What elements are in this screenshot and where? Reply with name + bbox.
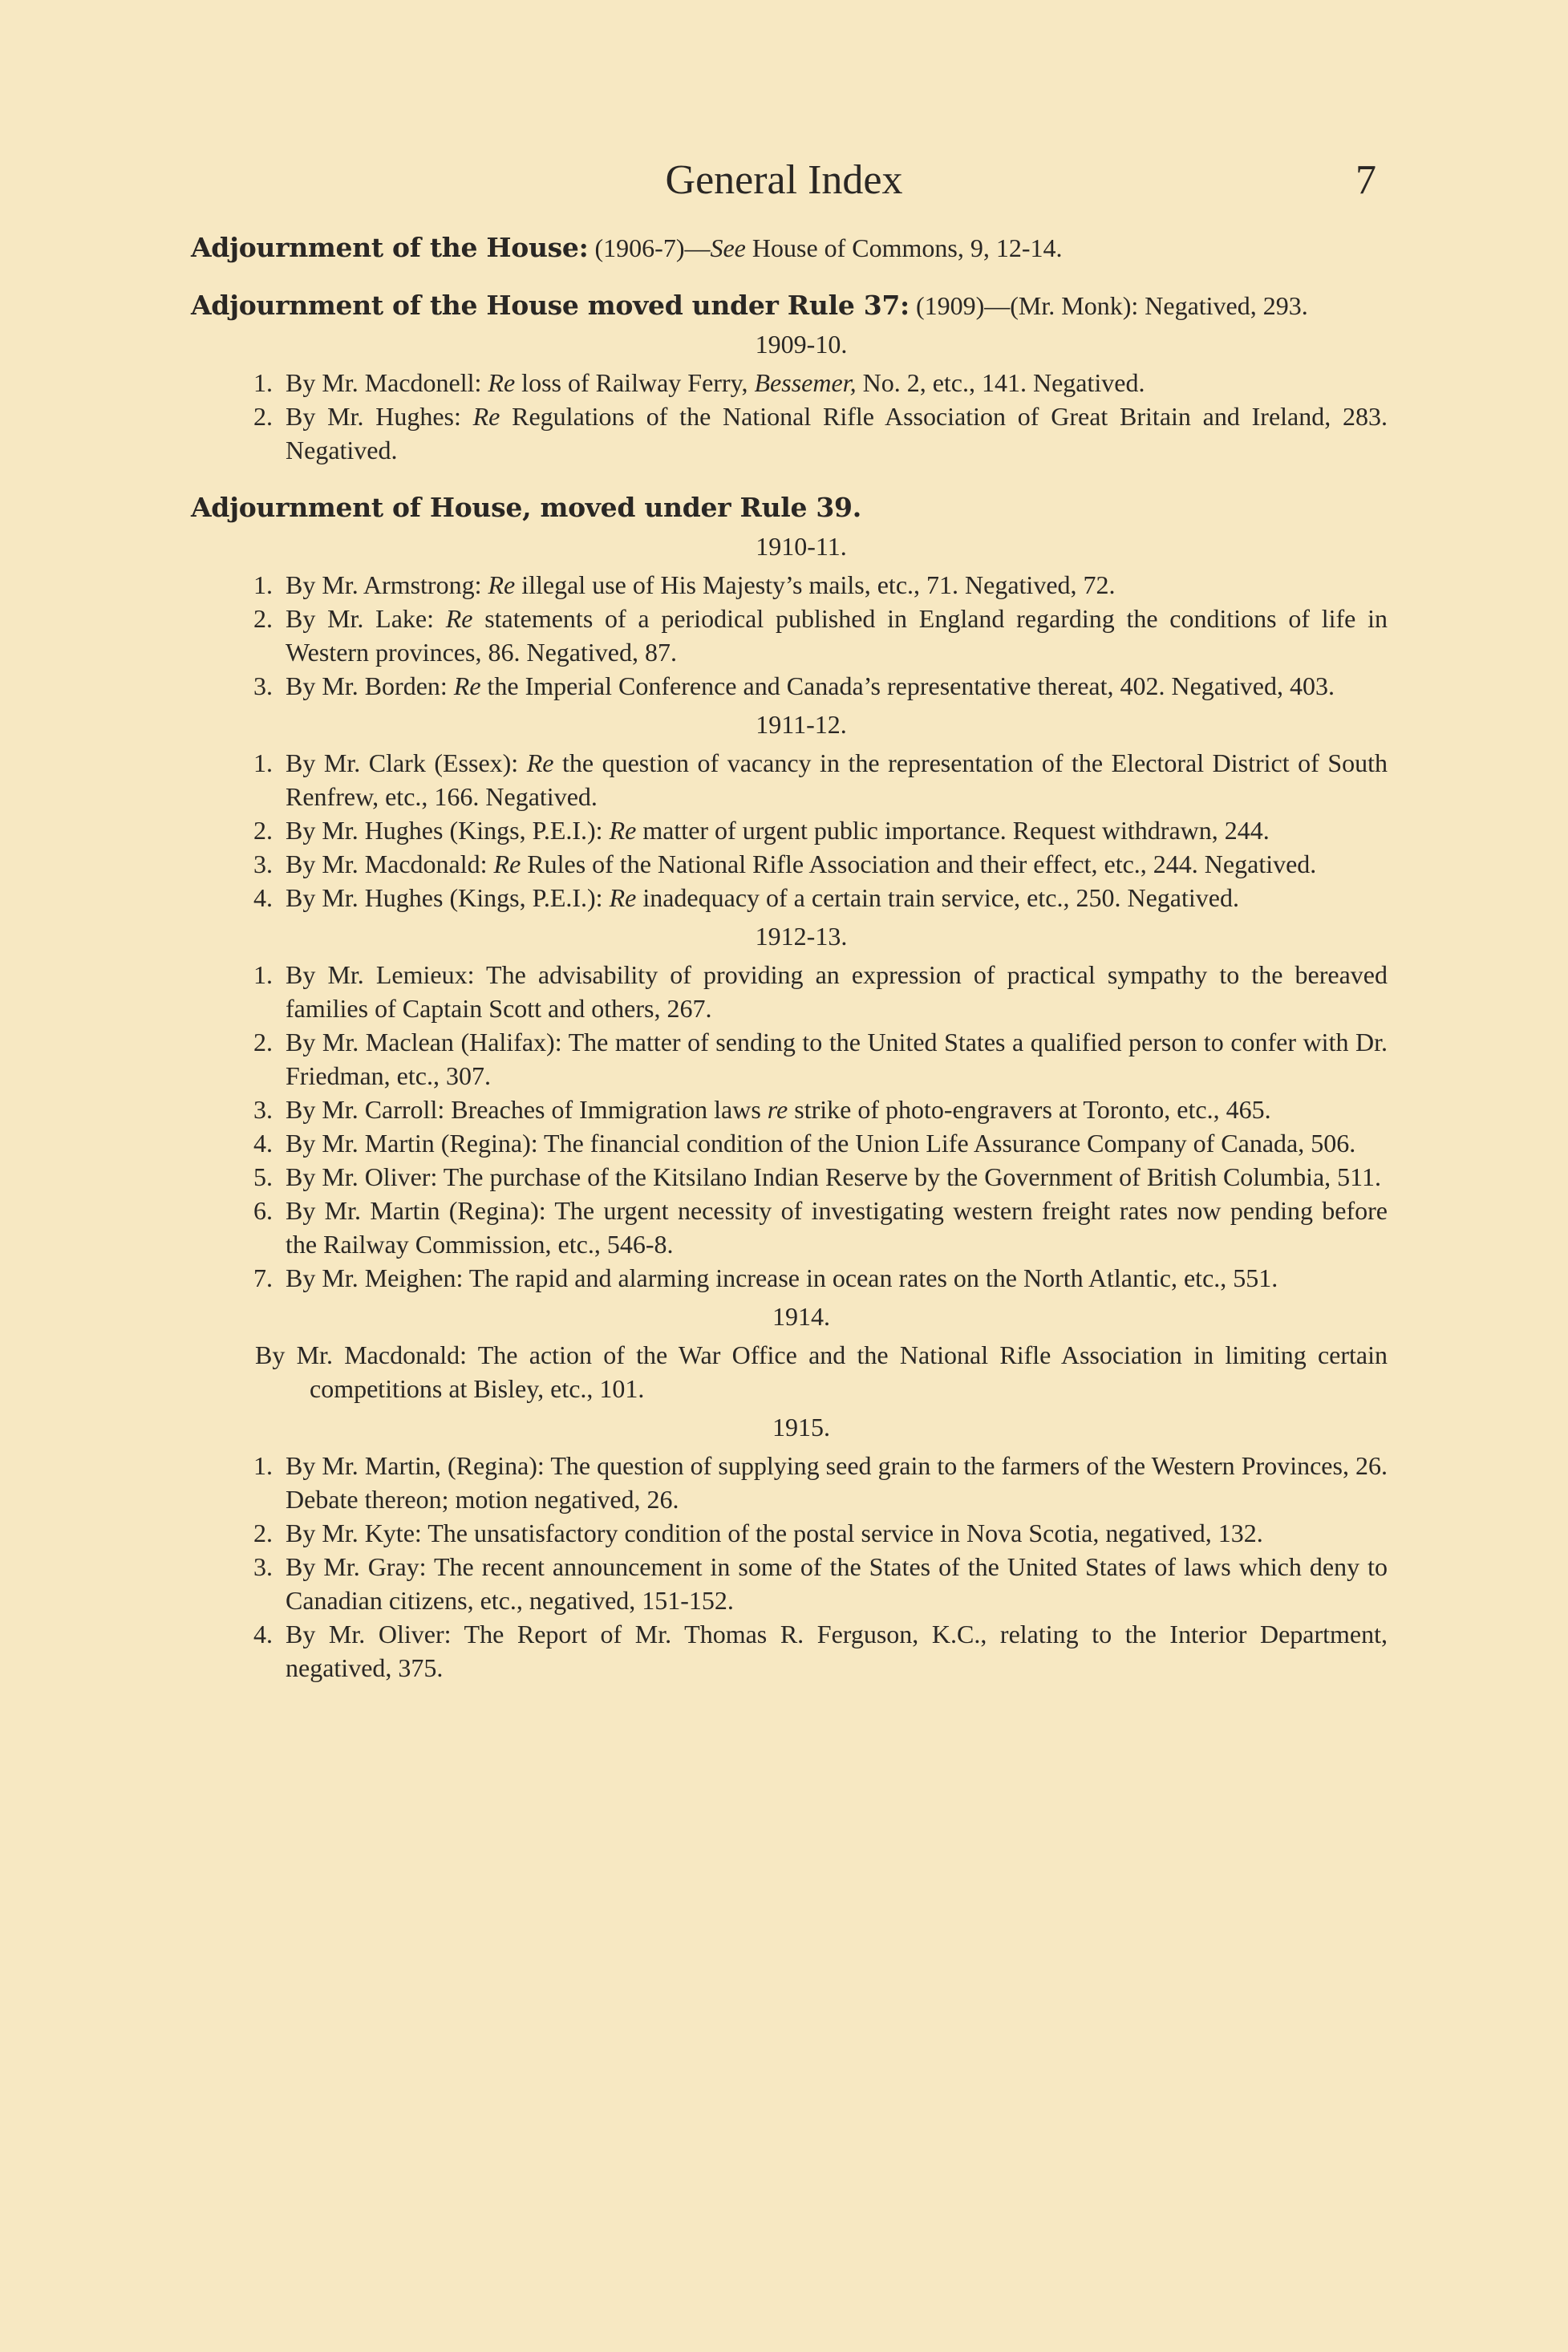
year-heading: 1910-11. — [756, 532, 847, 561]
index-entry — [191, 231, 1388, 265]
list-item: 1. By Mr. Martin, (Regina): The question of supplying seed grain to the farmers of the Western Provinces, 26. Debate thereon; motion negatived, 26. — [253, 1451, 1388, 1514]
list-item: 7. By Mr. Meighen: The rapid and alarming increase in ocean rates on the North Atlantic, etc., 551. — [253, 1263, 1278, 1292]
entry-text: House of Commons, 9, 12-14. — [745, 233, 1063, 262]
list-item: 3. By Mr. Borden: Re the Imperial Conference and Canada’s representative thereat, 402. Negatived, 403. — [253, 671, 1335, 700]
index-entry — [191, 289, 1388, 322]
list-item: By Mr. Macdonald: The action of the War Office and the National Rifle Association in limiting certain competitions at Bisley, etc., 101. — [255, 1340, 1388, 1403]
year-heading: 1914. — [772, 1302, 830, 1331]
list-item: 1. By Mr. Macdonell: Re loss of Railway Ferry, Bessemer, No. 2, etc., 141. Negatived. — [253, 368, 1145, 397]
list-item: 2. By Mr. Hughes (Kings, P.E.I.): Re matter of urgent public importance. Request withdrawn, 244. — [253, 816, 1270, 845]
see-reference: See — [710, 233, 746, 262]
list-item: 2. By Mr. Kyte: The unsatisfactory condition of the postal service in Nova Scotia, negatived, 132. — [253, 1519, 1263, 1547]
running-head — [0, 156, 1568, 213]
list-item: 1. By Mr. Lemieux: The advisability of providing an expression of practical sympathy to the bereaved families of Captain Scott and others, 267. — [253, 960, 1388, 1023]
list-item: 2. By Mr. Lake: Re statements of a periodical published in England regarding the conditions of life in Western provinces, 86. Negatived, 87. — [253, 604, 1388, 667]
page-title: General Index — [665, 157, 903, 203]
index-entry — [191, 491, 1388, 525]
list-item: 3. By Mr. Gray: The recent announcement in some of the States of the United States of laws which deny to Canadian citizens, etc., negatived, 151-152. — [253, 1552, 1388, 1615]
list-item: 4. By Mr. Oliver: The Report of Mr. Thomas R. Ferguson, K.C., relating to the Interior Department, negatived, 375. — [253, 1620, 1388, 1682]
entry-heading: Adjournment of House, moved under Rule 39. — [191, 492, 861, 523]
list-item: 6. By Mr. Martin (Regina): The urgent necessity of investigating western freight rates now pending before the Railway Commission, etc., 546-8. — [253, 1196, 1388, 1259]
entry-heading: Adjournment of the House moved under Rule 37: — [191, 290, 910, 321]
year-heading: 1911-12. — [756, 710, 847, 739]
index-content — [191, 231, 1388, 1685]
entry-text: (1906-7)— — [588, 233, 711, 262]
page-number: 7 — [1355, 157, 1376, 203]
year-heading: 1909-10. — [755, 330, 848, 359]
entry-text: (1909)—(Mr. Monk): Negatived, 293. — [909, 291, 1308, 320]
year-heading: 1912-13. — [755, 922, 848, 951]
year-heading: 1915. — [772, 1413, 830, 1442]
list-item: 1. By Mr. Armstrong: Re illegal use of His Majesty’s mails, etc., 71. Negatived, 72. — [253, 570, 1116, 599]
list-item: 4. By Mr. Hughes (Kings, P.E.I.): Re inadequacy of a certain train service, etc., 250. Negatived. — [253, 883, 1239, 912]
list-item: 1. By Mr. Clark (Essex): Re the question of vacancy in the representation of the Electoral District of South Renfrew, etc., 166. Negatived. — [253, 748, 1388, 811]
list-item: 4. By Mr. Martin (Regina): The financial condition of the Union Life Assurance Company of Canada, 506. — [253, 1129, 1356, 1158]
list-item: 2. By Mr. Hughes: Re Regulations of the National Rifle Association of Great Britain and Ireland, 283. Negatived. — [253, 402, 1388, 464]
entry-heading: Adjournment of the House: — [191, 232, 589, 263]
list-item: 3. By Mr. Macdonald: Re Rules of the National Rifle Association and their effect, etc., 244. Negatived. — [253, 850, 1317, 878]
list-item: 5. By Mr. Oliver: The purchase of the Kitsilano Indian Reserve by the Government of British Columbia, 511. — [253, 1162, 1381, 1191]
list-item: 3. By Mr. Carroll: Breaches of Immigration laws re strike of photo-engravers at Toronto, etc., 465. — [253, 1095, 1271, 1124]
list-item: 2. By Mr. Maclean (Halifax): The matter of sending to the United States a qualified person to confer with Dr. Friedman, etc., 307. — [253, 1028, 1388, 1090]
